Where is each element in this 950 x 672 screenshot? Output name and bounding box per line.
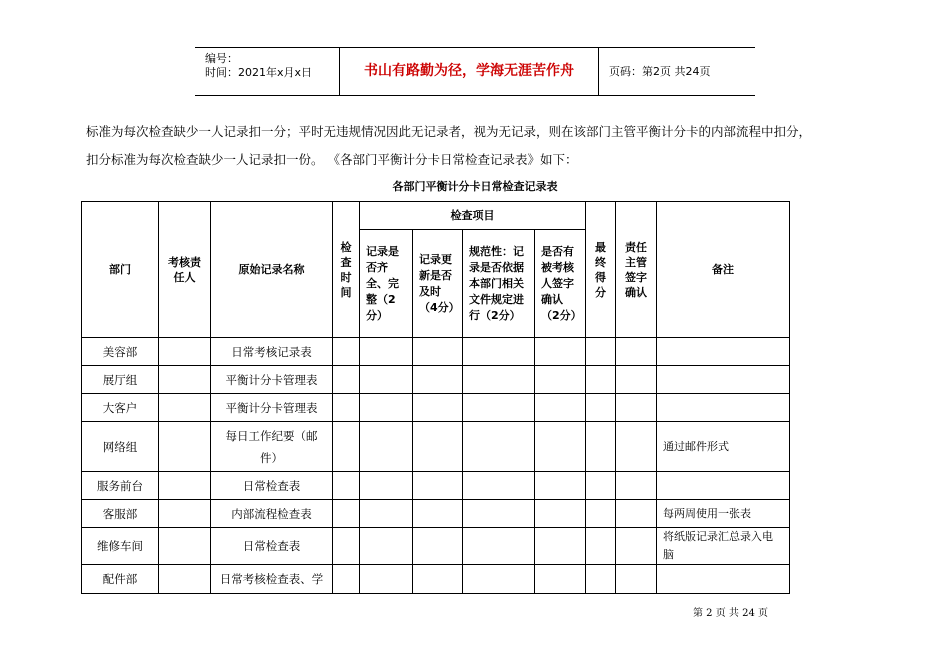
row-dept: 大客户 xyxy=(82,394,159,422)
header-item-4: 是否有被考核人签字确认（2分） xyxy=(535,230,586,338)
table-row xyxy=(82,394,790,422)
row-dept: 客服部 xyxy=(82,500,159,528)
row-dept: 美容部 xyxy=(82,338,159,366)
table-row xyxy=(82,472,790,500)
time-label: 时间：2021年x月x日 xyxy=(205,66,313,79)
row-record: 日常考核记录表 xyxy=(211,338,333,366)
header-final-score: 最终得分 xyxy=(586,202,616,338)
page-header xyxy=(195,47,755,96)
row-dept: 展厅组 xyxy=(82,366,159,394)
table-row xyxy=(82,366,790,394)
row-note: 通过邮件形式 xyxy=(657,422,790,472)
page-footer: 第 2 页 共 24 页 xyxy=(693,608,768,619)
row-note xyxy=(657,565,790,594)
header-row-1 xyxy=(82,202,790,230)
number-label: 编号： xyxy=(205,52,238,65)
row-note xyxy=(657,394,790,422)
inspection-table xyxy=(81,201,790,594)
table-row xyxy=(82,528,790,565)
intro-paragraph xyxy=(86,118,866,174)
row-record: 平衡计分卡管理表 xyxy=(211,394,333,422)
table-row xyxy=(82,500,790,528)
row-dept: 网络组 xyxy=(82,422,159,472)
intro-line-1: 标准为每次检查缺少一人记录扣一分；平时无违规情况因此无记录者，视为无记录，则在该部门主管平衡计分卡的内部流程中扣分， xyxy=(86,124,812,139)
row-record: 日常检查表 xyxy=(211,472,333,500)
row-note xyxy=(657,366,790,394)
header-check-time: 检查时间 xyxy=(333,202,360,338)
table-row xyxy=(82,422,790,472)
row-dept: 配件部 xyxy=(82,565,159,594)
row-note xyxy=(657,338,790,366)
row-record: 日常检查表 xyxy=(211,528,333,565)
row-record: 内部流程检查表 xyxy=(211,500,333,528)
header-person: 考核责任人 xyxy=(159,202,211,338)
header-page-code: 页码：第2页 共24页 xyxy=(609,65,711,78)
header-item-3: 规范性：记录是否依据本部门相关文件规定进行（2分） xyxy=(463,230,535,338)
header-manager-sign: 责任主管签字确认 xyxy=(616,202,657,338)
row-dept: 服务前台 xyxy=(82,472,159,500)
header-record-name: 原始记录名称 xyxy=(211,202,333,338)
table-row xyxy=(82,565,790,594)
row-record: 平衡计分卡管理表 xyxy=(211,366,333,394)
row-note xyxy=(657,472,790,500)
header-meta xyxy=(195,48,340,95)
header-motto: 书山有路勤为径，学海无涯苦作舟 xyxy=(340,48,599,95)
table-title: 各部门平衡计分卡日常检查记录表 xyxy=(392,180,558,193)
row-note: 将纸版记录汇总录入电脑 xyxy=(657,528,790,565)
header-dept: 部门 xyxy=(82,202,159,338)
header-remarks: 备注 xyxy=(657,202,790,338)
row-note: 每两周使用一张表 xyxy=(657,500,790,528)
header-item-2: 记录更新是否及时（4分） xyxy=(413,230,463,338)
intro-line-2: 扣分标准为每次检查缺少一人记录扣一份。 《各部门平衡计分卡日常检查记录表》如下： xyxy=(86,152,578,167)
header-item-1: 记录是否齐全、完整（2分） xyxy=(360,230,413,338)
header-items-group: 检查项目 xyxy=(360,202,586,230)
row-record: 日常考核检查表、学 xyxy=(211,565,333,594)
row-record: 每日工作纪要（邮件） xyxy=(211,422,333,472)
row-dept: 维修车间 xyxy=(82,528,159,565)
table-row xyxy=(82,338,790,366)
